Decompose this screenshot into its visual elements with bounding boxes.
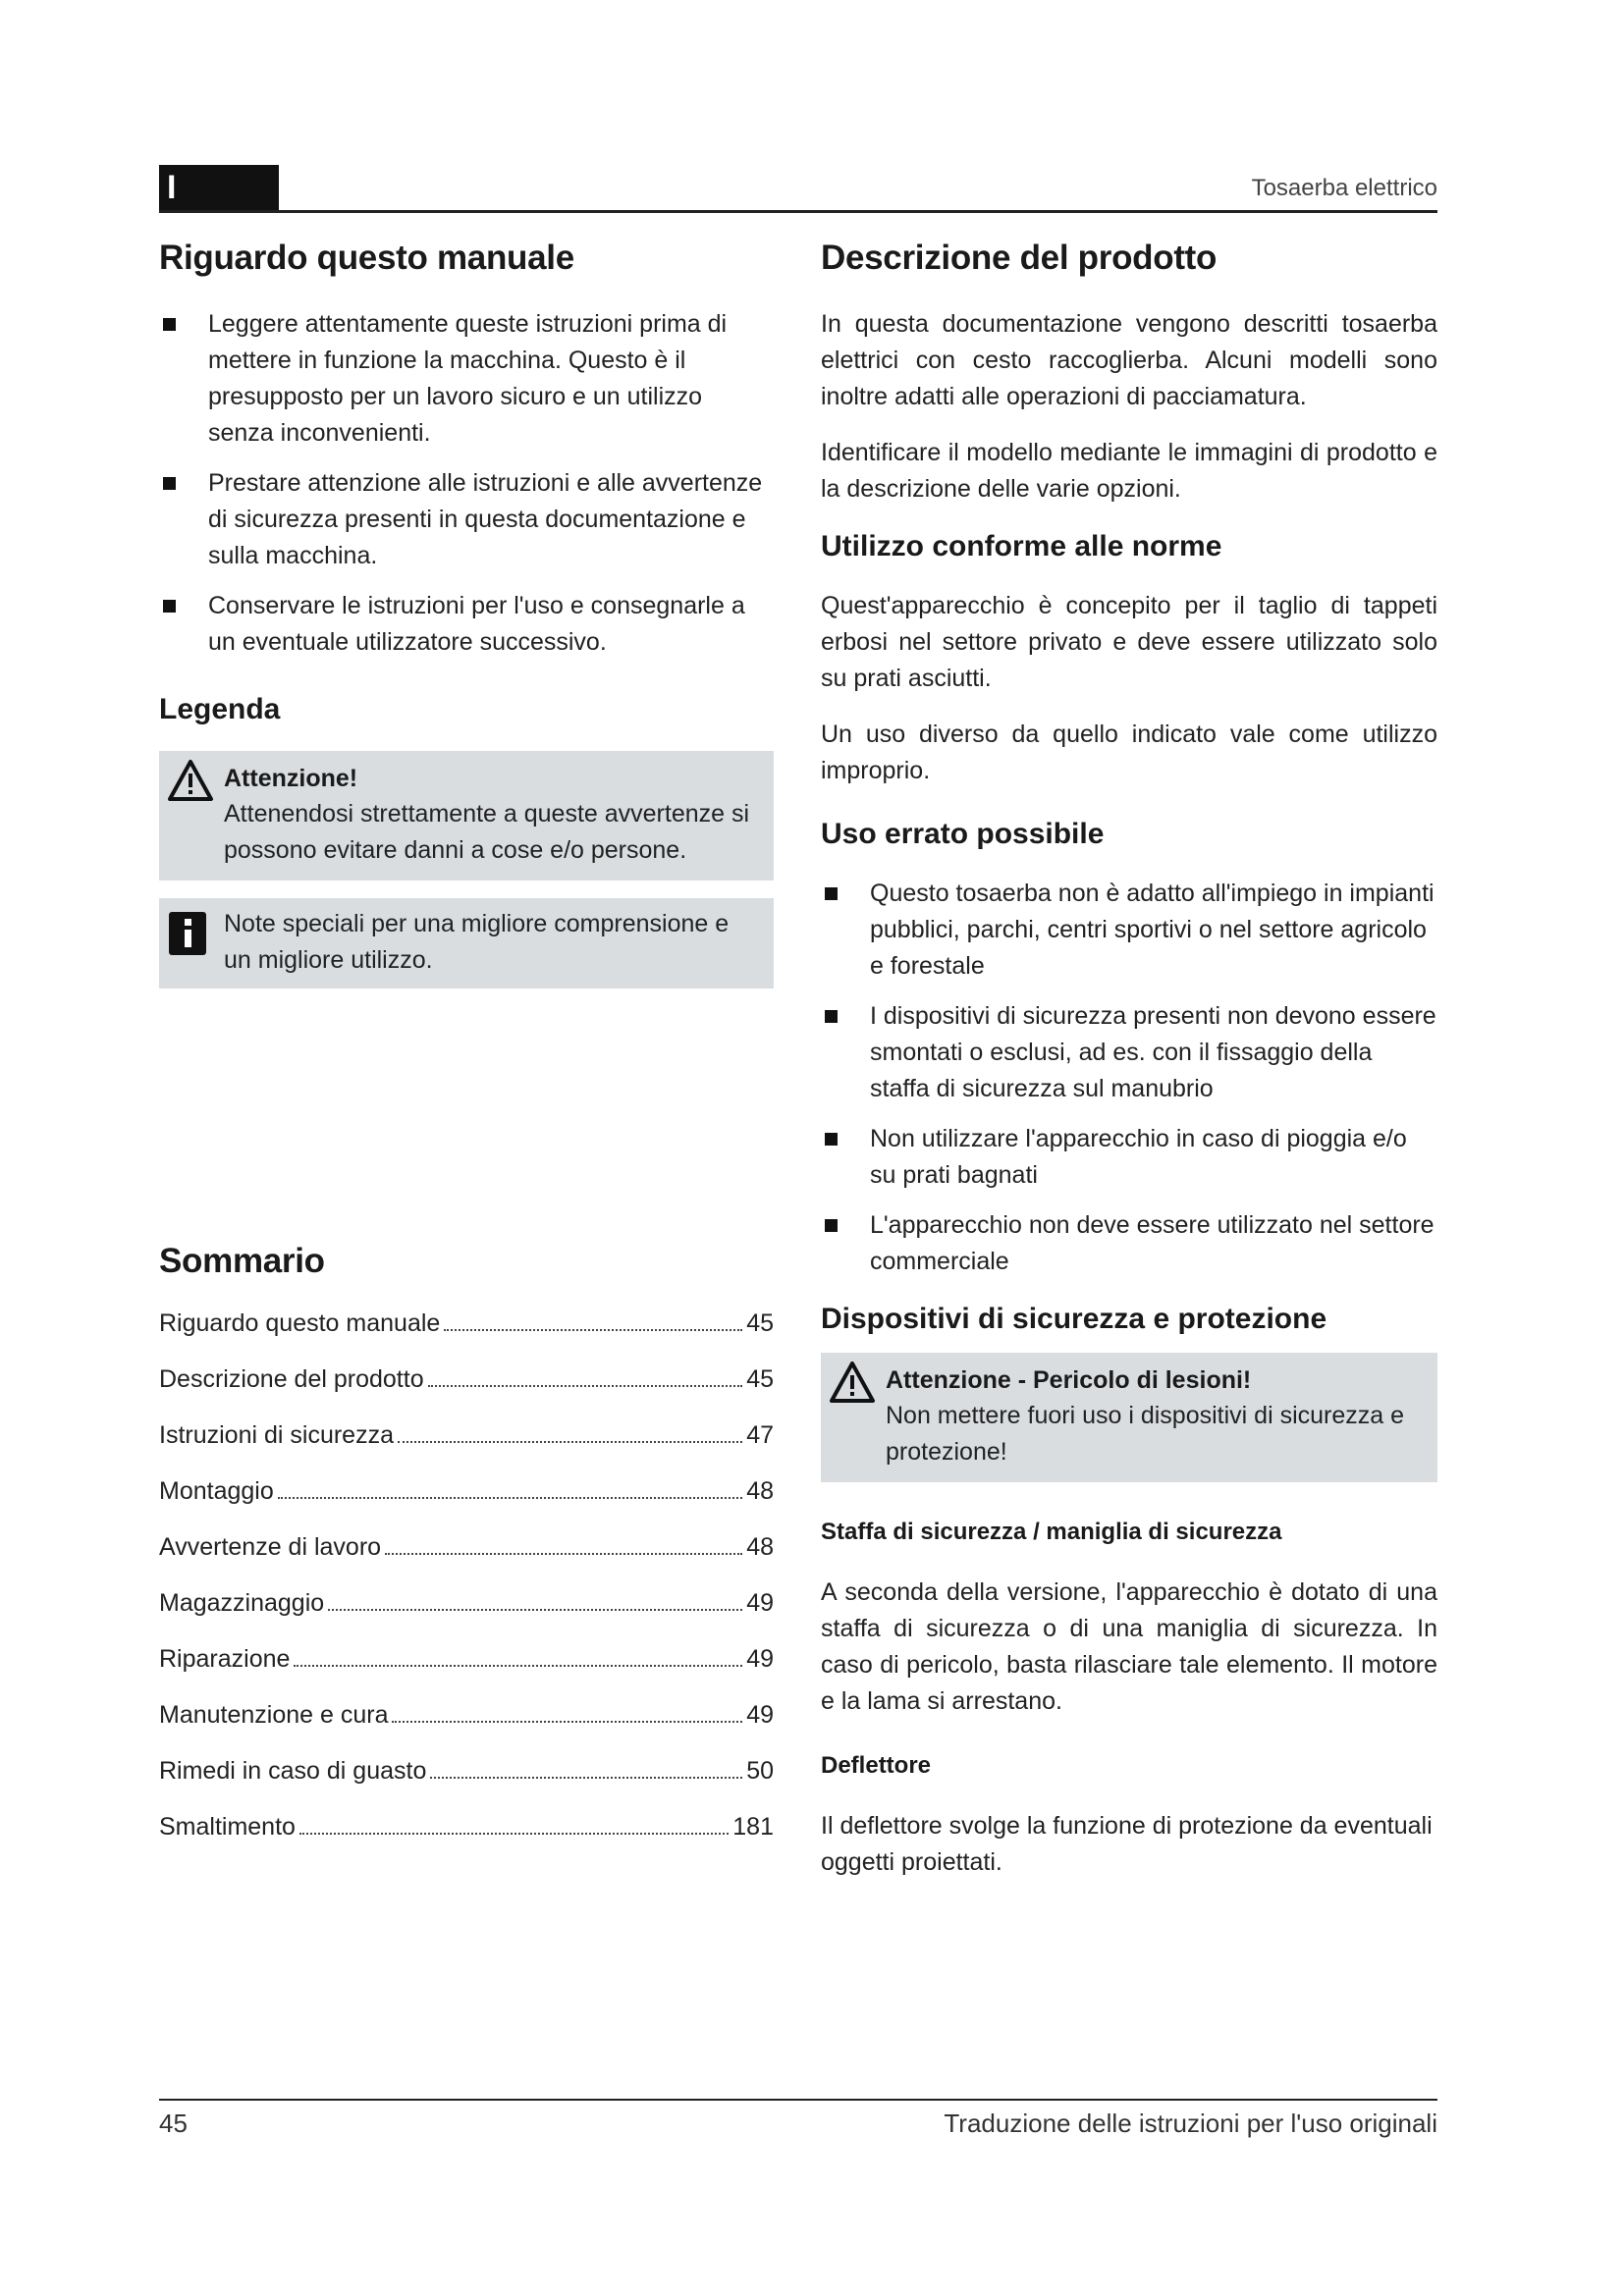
toc-entry[interactable]: Montaggio 48 — [159, 1477, 774, 1505]
list-item: Leggere attentamente queste istruzioni prima di mettere in funzione la macchina. Questo è il presupposto per un lavoro sicuro e un utilizzo senza inconvenienti. — [159, 306, 774, 452]
paragraph: Un uso diverso da quello indicato vale come utilizzo improprio. — [821, 721, 1437, 784]
manual-bullet-list — [159, 306, 774, 661]
info-notice — [159, 898, 774, 988]
warning-triangle-icon — [829, 1361, 876, 1404]
bullet-square-icon — [825, 1219, 838, 1232]
warning-body: Non mettere fuori uso i dispositivi di sicurezza e protezione! — [886, 1402, 1405, 1466]
warning-body: Attenendosi strettamente a queste avvertenze si possono evitare danni a cose e/o persone. — [224, 800, 750, 864]
leader-dots — [299, 1833, 729, 1835]
section-heading: Descrizione del prodotto — [821, 239, 1218, 277]
footer-text: Traduzione delle istruzioni per l'uso originali — [944, 2109, 1437, 2138]
section-table-of-contents — [159, 1239, 774, 1865]
leader-dots — [444, 1329, 742, 1331]
section-intended-use — [821, 527, 1437, 789]
warning-notice — [159, 751, 774, 881]
toc-entry[interactable]: Descrizione del prodotto 45 — [159, 1365, 774, 1393]
warning-title: Attenzione - Pericolo di lesioni! — [886, 1366, 1252, 1394]
toc-entry[interactable]: Avvertenze di lavoro 48 — [159, 1533, 774, 1561]
warning-title: Attenzione! — [224, 765, 358, 792]
leader-dots — [328, 1609, 742, 1611]
paragraph: In questa documentazione vengono descritti tosaerba elettrici con cesto raccoglierba. Alcuni modelli sono inoltre adatti alle operazioni di pacciamatura. — [821, 310, 1437, 410]
page-number: 45 — [159, 2109, 188, 2138]
paragraph: Il deflettore svolge la funzione di protezione da eventuali oggetti proiettati. — [821, 1812, 1433, 1876]
leader-dots — [430, 1777, 742, 1779]
toc-entry[interactable]: Smaltimento 181 — [159, 1813, 774, 1841]
leader-dots — [278, 1497, 742, 1499]
bullet-square-icon — [163, 318, 176, 331]
info-icon — [169, 912, 206, 955]
bullet-square-icon — [163, 477, 176, 490]
section-heading: Utilizzo conforme alle norme — [821, 530, 1222, 562]
bullet-square-icon — [825, 1010, 838, 1023]
leader-dots — [392, 1721, 742, 1723]
toc-entry[interactable]: Istruzioni di sicurezza 47 — [159, 1421, 774, 1449]
info-body: Note speciali per una migliore comprensione e un migliore utilizzo. — [224, 910, 730, 974]
warning-triangle-icon — [167, 759, 214, 802]
list-item: Conservare le istruzioni per l'uso e consegnarle a un eventuale utilizzatore successivo. — [159, 588, 774, 661]
list-item: Prestare attenzione alle istruzioni e alle avvertenze di sicurezza presenti in questa documentazione e sulla macchina. — [159, 465, 774, 574]
warning-notice — [821, 1353, 1437, 1482]
footer-divider — [159, 2099, 1437, 2101]
section-about-manual — [159, 236, 774, 661]
header-title: Tosaerba elettrico — [1251, 175, 1437, 201]
toc-heading: Sommario — [159, 1242, 325, 1280]
section-legend — [159, 690, 774, 988]
toc-entry[interactable]: Riguardo questo manuale 45 — [159, 1309, 774, 1337]
toc-entry[interactable]: Riparazione 49 — [159, 1645, 774, 1673]
header-divider — [159, 210, 1437, 213]
leader-dots — [385, 1553, 742, 1555]
paragraph: A seconda della versione, l'apparecchio è dotato di una staffa di sicurezza o di una maniglia di sicurezza. In caso di pericolo, basta rilasciare tale elemento. Il motore e la lama si arrestano. — [821, 1578, 1437, 1715]
section-heading: Uso errato possibile — [821, 818, 1105, 850]
toc-entry[interactable]: Rimedi in caso di guasto 50 — [159, 1757, 774, 1785]
paragraph: Quest'apparecchio è concepito per il taglio di tappeti erbosi nel settore privato e deve essere utilizzato solo su prati asciutti. — [821, 592, 1437, 692]
bullet-square-icon — [825, 1133, 838, 1146]
list-item: Questo tosaerba non è adatto all'impiego in impianti pubblici, parchi, centri sportivi o nel settore agricolo e forestale — [821, 876, 1437, 985]
section-product-description — [821, 236, 1437, 507]
toc-list — [159, 1306, 774, 1845]
right-column — [821, 236, 1437, 1900]
paragraph: Identificare il modello mediante le immagini di prodotto e la descrizione delle varie opzioni. — [821, 439, 1437, 503]
toc-entry[interactable]: Magazzinaggio 49 — [159, 1589, 774, 1617]
leader-dots — [294, 1665, 742, 1667]
list-item: Non utilizzare l'apparecchio in caso di pioggia e/o su prati bagnati — [821, 1121, 1437, 1194]
leader-dots — [398, 1441, 742, 1443]
language-tab — [159, 165, 279, 210]
section-safety-devices — [821, 1300, 1437, 1881]
misuse-bullet-list — [821, 876, 1437, 1280]
subsection-heading: Deflettore — [821, 1752, 932, 1779]
section-heading: Legenda — [159, 693, 281, 725]
subsection-heading: Staffa di sicurezza / maniglia di sicurezza — [821, 1519, 1282, 1545]
toc-entry[interactable]: Manutenzione e cura 49 — [159, 1701, 774, 1729]
list-item: I dispositivi di sicurezza presenti non devono essere smontati o esclusi, ad es. con il fissaggio della staffa di sicurezza sul manubrio — [821, 998, 1437, 1107]
list-item: L'apparecchio non deve essere utilizzato nel settore commerciale — [821, 1207, 1437, 1280]
leader-dots — [428, 1385, 743, 1387]
left-column — [159, 236, 774, 1841]
section-heading: Dispositivi di sicurezza e protezione — [821, 1303, 1327, 1335]
page-header — [159, 165, 1437, 212]
language-code: I — [167, 169, 177, 206]
section-heading: Riguardo questo manuale — [159, 239, 574, 277]
bullet-square-icon — [825, 887, 838, 900]
section-misuse — [821, 815, 1437, 1280]
bullet-square-icon — [163, 600, 176, 613]
